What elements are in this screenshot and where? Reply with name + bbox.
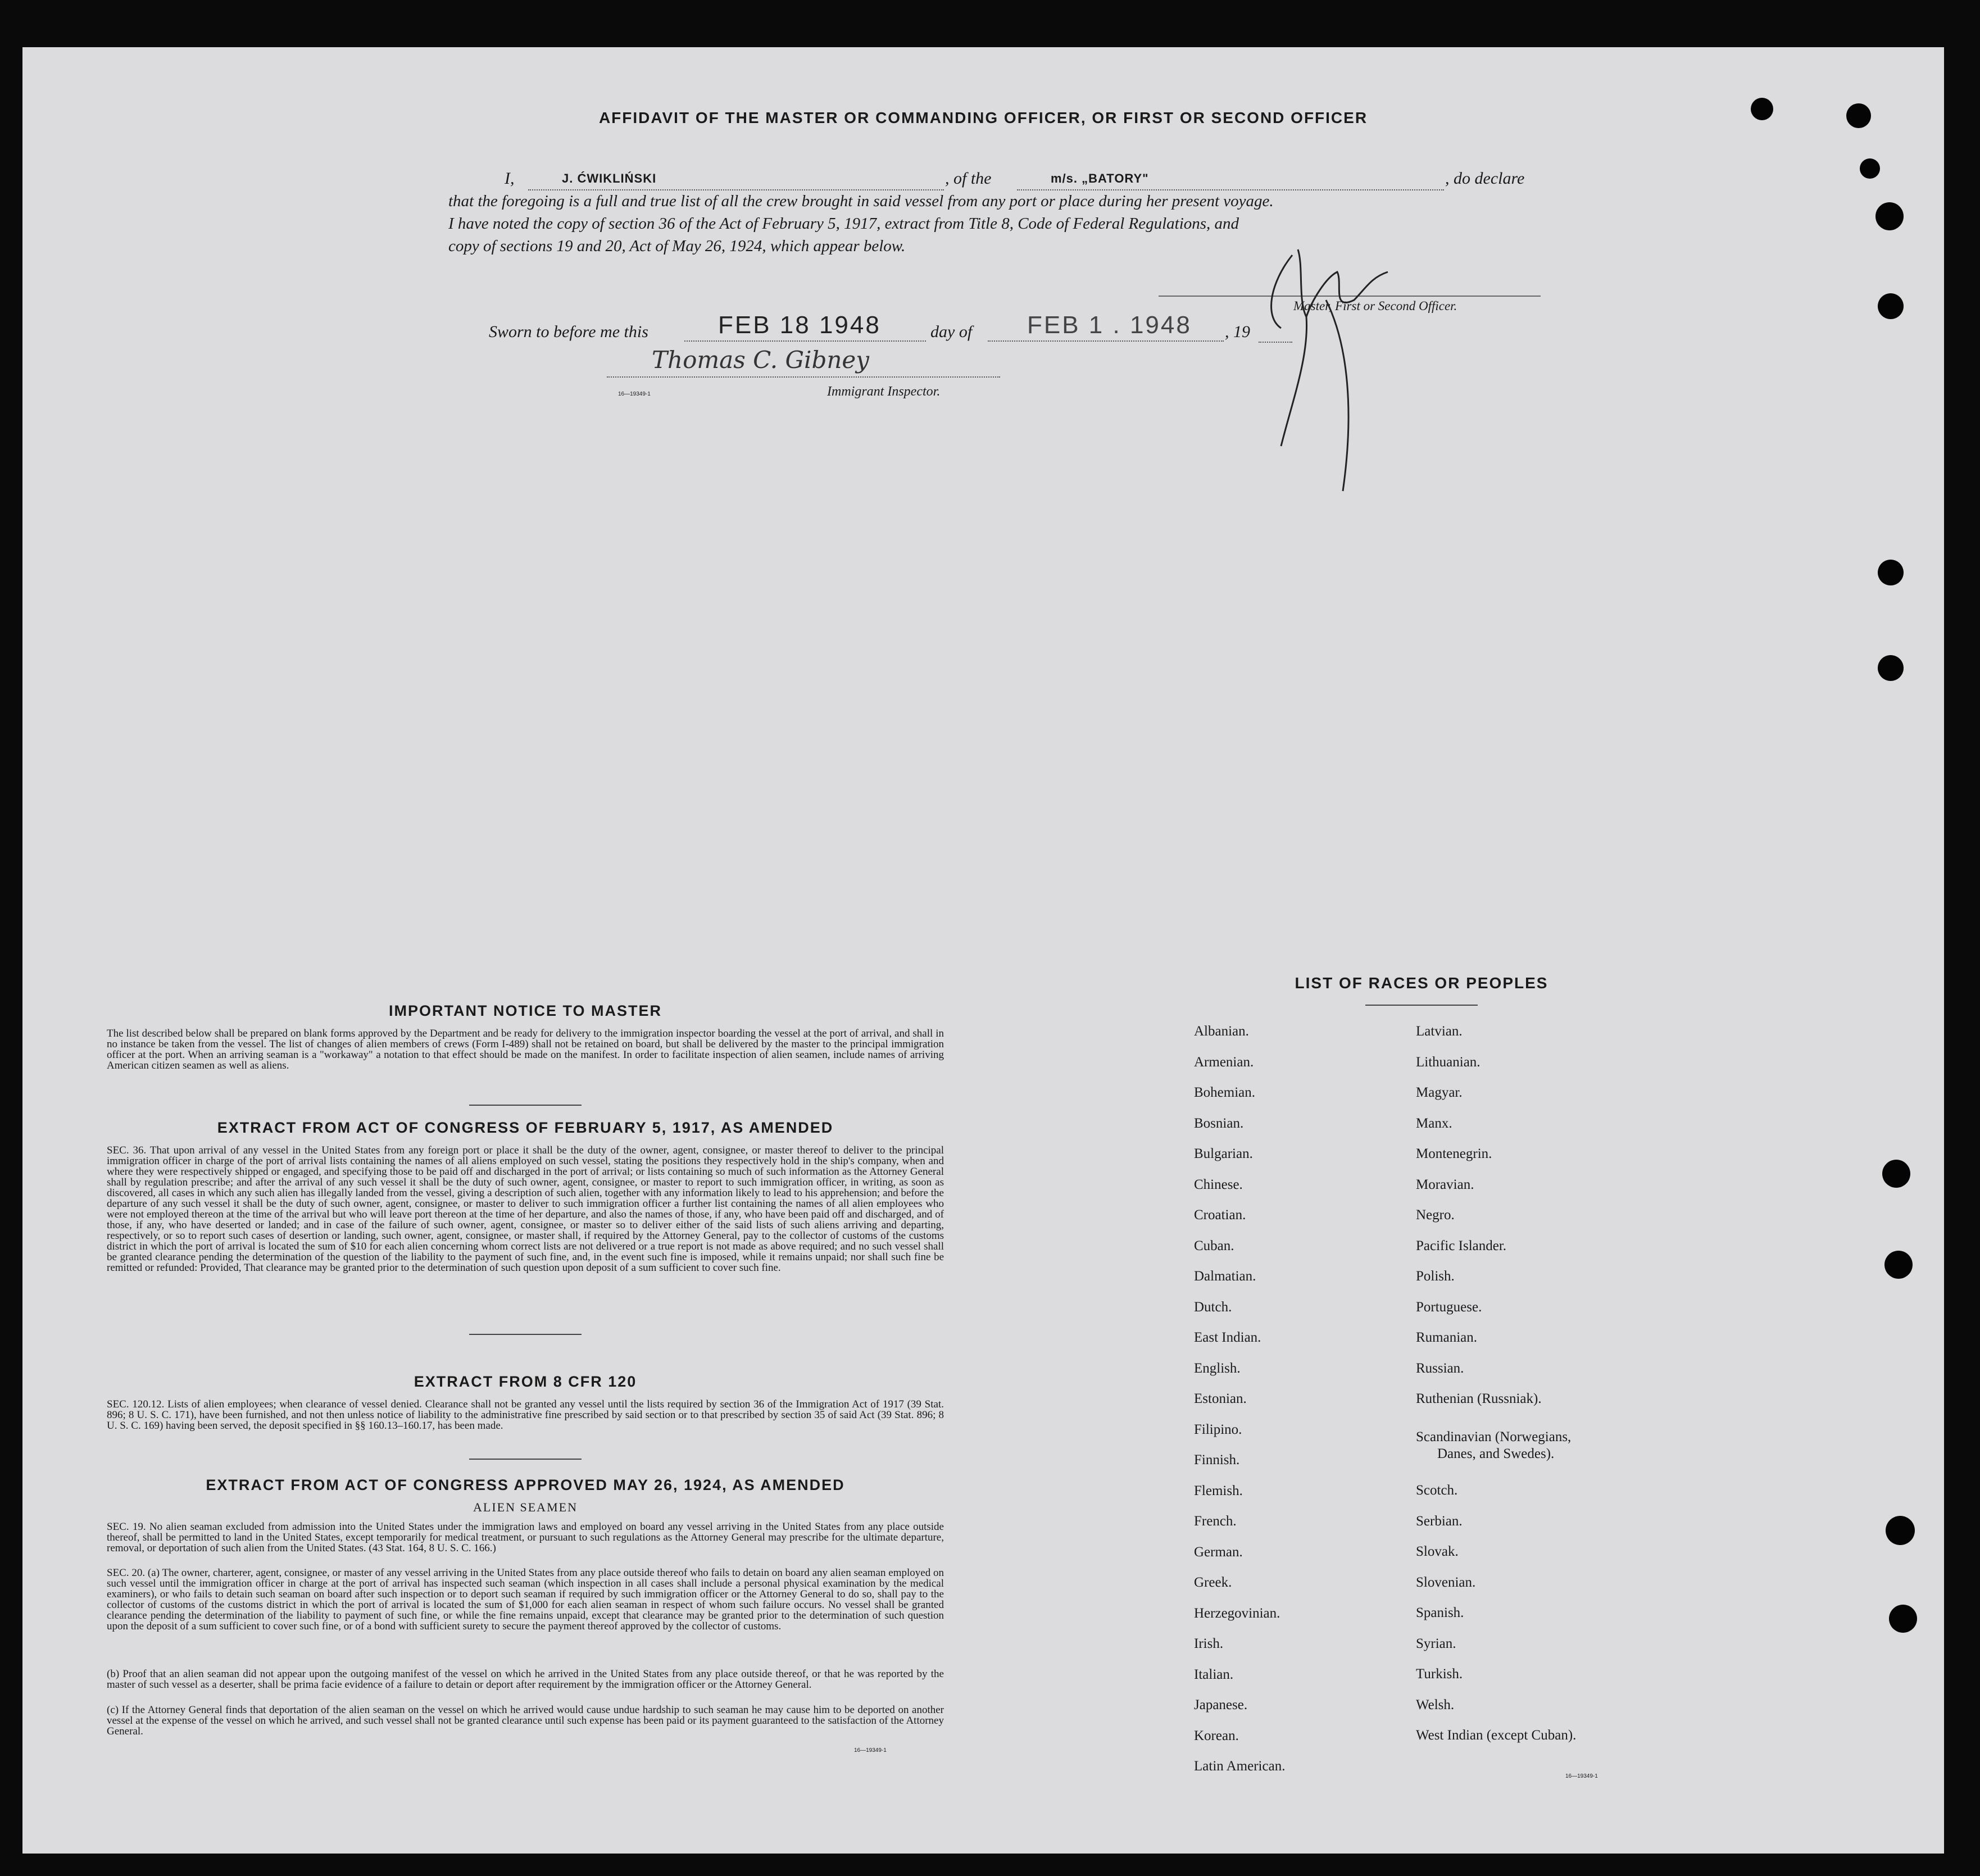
extract-8cfr-text: SEC. 120.12. Lists of alien employees; when clearance of vessel denied. Clearance shall not be granted any vessel until the lists required by section 36 of the Immigration Act of 1917 (39 Stat. 896; 8 U. S. C. 171), have been furnished, and not then unless notice of liability to the administrative fine prescribed by said section or to that prescribed by section 35 of said Act (39 Stat. 896; 8 U. S. C. 169) having been served, the deposit specified in §§ 160.13–160.17, has been made. [107,1398,944,1432]
divider-3 [469,1459,582,1460]
race-item: Russian. [1416,1360,1464,1376]
binder-hole [1889,1605,1917,1633]
sworn-day-line [684,311,926,342]
binder-hole [1886,1516,1915,1545]
race-item: Latin American. [1194,1759,1286,1774]
race-item: Portuguese. [1416,1299,1482,1315]
race-item: Pacific Islander. [1416,1238,1507,1253]
binder-hole [1751,98,1773,120]
race-item: Chinese. [1194,1177,1243,1192]
race-item: Moravian. [1416,1177,1474,1192]
race-item: West Indian (except Cuban). [1416,1728,1577,1743]
race-item: Spanish. [1416,1605,1464,1620]
vessel-line [1017,168,1444,190]
binder-hole [1878,655,1904,681]
race-item: Greek. [1194,1575,1232,1590]
date-stamp: FEB 18 1948 [718,311,881,339]
race-item: Turkish. [1416,1666,1463,1682]
race-item: Scandinavian (Norwegians, [1416,1429,1572,1445]
race-item: Danes, and Swedes). [1437,1446,1555,1461]
sworn-month-line [988,311,1224,342]
race-item: Rumanian. [1416,1330,1478,1345]
race-item: Dutch. [1194,1299,1232,1315]
race-item: Syrian. [1416,1636,1456,1651]
race-item: Ruthenian (Russniak). [1416,1391,1542,1406]
race-item: Herzegovinian. [1194,1605,1280,1621]
day-of-label: day of [930,322,973,341]
binder-hole [1884,1251,1913,1279]
race-item: Cuban. [1194,1238,1234,1253]
binder-hole [1846,103,1871,128]
binder-hole [1860,158,1880,179]
race-item: German. [1194,1544,1243,1560]
race-item: Italian. [1194,1666,1234,1682]
i-label: I, [505,169,515,188]
binder-hole [1882,1160,1910,1188]
declaration-line-4: copy of sections 19 and 20, Act of May 26, 1924, which appear below. [448,237,906,255]
race-item: Japanese. [1194,1697,1248,1713]
year-label: , 19 [1225,322,1250,341]
affidavit-title: AFFIDAVIT OF THE MASTER OR COMMANDING OFFICER, OR FIRST OR SECOND OFFICER [598,109,1368,126]
race-item: Welsh. [1416,1697,1455,1713]
race-item: Negro. [1416,1207,1455,1223]
race-item: Finnish. [1194,1452,1240,1468]
race-item: Flemish. [1194,1483,1243,1498]
extract-1917-title: EXTRACT FROM ACT OF CONGRESS OF FEBRUARY 5, 1917, AS AMENDED [217,1119,834,1136]
divider-2 [469,1334,582,1335]
race-item: Dalmatian. [1194,1269,1256,1284]
document-page [22,47,1944,1854]
inspector-caption: Immigrant Inspector. [827,384,941,399]
do-declare-label: , do declare [1445,169,1525,188]
form-code-top: 16—19349-1 [618,391,651,397]
race-item: Armenian. [1194,1054,1254,1070]
inspector-signature: Thomas C. Gibney [652,346,869,374]
races-title: LIST OF RACES OR PEOPLES [1295,974,1548,992]
race-item: Estonian. [1194,1391,1247,1406]
race-item: Montenegrin. [1416,1146,1492,1161]
sworn-label: Sworn to before me this [489,322,648,341]
race-item: Lithuanian. [1416,1054,1481,1070]
race-item: Serbian. [1416,1513,1463,1529]
race-item: Albanian. [1194,1024,1249,1039]
race-item: English. [1194,1360,1241,1376]
name-line [528,168,944,190]
master-caption: Master, First or Second Officer. [1293,299,1457,313]
notice-text: The list described below shall be prepared on blank forms approved by the Department and be ready for delivery to the immigration inspector boarding the vessel at the port of arrival, and shall in no instance be taken from the vessel. The list of changes of alien members of crews (Form I-489) shall not be retained on board, but shall be delivered by the master to the principal immigration officer at the port. When an arriving seaman is a "workaway" a notation to that effect should be made on the manifest. In order to facilitate inspection of alien seamen, include names of arriving American citizen seamen as well as aliens. [107,1028,944,1071]
binder-hole [1878,560,1904,585]
vessel-name: m/s. „BATORY" [1051,171,1149,185]
master-signature [1259,233,1427,502]
sec20b-text: (b) Proof that an alien seaman did not appear upon the outgoing manifest of the vessel on which he arrived in the United States from any place outside thereof, or that he was reported by the master of such vessel as a deserter, shall be prima facie evidence of a failure to detain or deport after requirement by the immigration officer or the Attorney General. [107,1668,944,1691]
race-item: Magyar. [1416,1085,1463,1100]
binder-hole [1875,202,1904,230]
race-item: Bulgarian. [1194,1146,1253,1161]
form-code-left: 16—19349-1 [854,1747,887,1754]
date-stamp-2: FEB 1 . 1948 [1027,311,1192,339]
year-line [1259,322,1292,343]
race-item: Slovenian. [1416,1574,1476,1590]
race-item: Bosnian. [1194,1115,1244,1131]
sec20c-text: (c) If the Attorney General finds that deportation of the alien seaman on the vessel on which he arrived would cause undue hardship to such seaman he may cause him to be deported on another vessel at the expense of the vessel on which he arrived, and such vessel shall not be granted clearance until such expense has been paid or its payment guaranteed to the satisfaction of the Attorney General. [107,1704,944,1737]
declaration-line-2: that the foregoing is a full and true list of all the crew brought in said vessel from any port or place during her present voyage. [448,192,1274,210]
race-item: Scotch. [1416,1483,1458,1498]
master-name: J. ĆWIKLIŃSKI [562,171,657,185]
race-item: Filipino. [1194,1421,1242,1437]
sec20a-text: SEC. 20. (a) The owner, charterer, agent, consignee, or master of any vessel arriving in the United States from any place outside thereof who fails to detain on board any alien seaman employed on such vessel until the immigration officer in charge at the port of arrival has inspected such seaman (which inspection in all cases shall include a personal physical examination by the medical examiners), or who fails to detain such seaman on board after such inspection or to deport such seaman if required by such immigration officer or the Attorney General to do so, shall pay to the collector of customs of the customs district in which the port of arrival is located the sum of $1,000 for each alien seaman in respect of whom such failure occurs. No vessel shall be granted clearance pending the determination of the liability to payment of such fine, or while the fine remains unpaid, except that clearance may be granted prior to the determination of such question upon the deposit of a sum sufficient to cover such fine, or of a bond with sufficient surety to secure the payment thereof approved by the collector of customs. [107,1567,944,1632]
race-item: French. [1194,1514,1237,1529]
race-item: Irish. [1194,1636,1224,1651]
race-item: Slovak. [1416,1544,1459,1559]
race-item: Manx. [1416,1115,1452,1131]
form-code-right: 16—19349-1 [1565,1773,1598,1779]
divider-1 [469,1105,582,1106]
race-item: East Indian. [1194,1330,1261,1345]
races-divider [1365,1005,1478,1006]
inspector-line [607,376,1000,378]
race-item: Bohemian. [1194,1085,1256,1100]
race-item: Korean. [1194,1728,1239,1743]
extract-8cfr-title: EXTRACT FROM 8 CFR 120 [414,1373,637,1390]
inspector-signature-area [607,345,1000,376]
race-item: Croatian. [1194,1207,1246,1223]
sec19-text: SEC. 19. No alien seaman excluded from admission into the United States under the immigration laws and employed on board any vessel arriving in the United States from any place outside thereof, shall be permitted to land in the United States, except temporarily for medical treatment, or pursuant to such regulations as the Attorney General may prescribe for the ultimate departure, removal, or deportation of such alien from the United States. (43 Stat. 164, 8 U. S. C. 166.) [107,1521,944,1554]
alien-seamen-subtitle: ALIEN SEAMEN [473,1500,578,1514]
of-the-label: , of the [945,169,992,188]
extract-1924-title: EXTRACT FROM ACT OF CONGRESS APPROVED MAY 26, 1924, AS AMENDED [206,1477,845,1493]
race-item: Polish. [1416,1269,1455,1284]
declaration-line-3: I have noted the copy of section 36 of the Act of February 5, 1917, extract from Title 8, Code of Federal Regulations, and [448,215,1239,233]
extract-1917-text: SEC. 36. That upon arrival of any vessel in the United States from any foreign port or place it shall be the duty of the owner, agent, consignee, or master thereof to deliver to the principal immigration officer in charge of the port of arrival lists containing the names of all aliens employed on such vessel, stating the positions they respectively hold in the ship's company, when and where they were respectively shipped or engaged, and specifying those to be paid off and discharged in the port of arrival; or lists containing so much of such information as the Attorney General shall by regulation prescribe; and after the arrival of any such vessel it shall be the duty of such owner, agent, consignee, or master to report to such immigration officer, in writing, as soon as discovered, all cases in which any such alien has illegally landed from the vessel, giving a description of such alien, together with any information likely to lead to his apprehension; and before the departure of any such vessel it shall be the duty of such owner, agent, consignee, or master to deliver to such immigration officer a further list containing the names of all alien employees who were not employed thereon at the time of the arrival but who will leave port thereon at the time of her departure, and also the names of those, if any, who have been paid off and discharged, and of those, if any, who have deserted or landed; and in case of the failure of such owner, agent, consignee, or master so to deliver either of the said lists of such aliens arriving and departing, respectively, or so to report such cases of desertion or landing, such owner, agent, consignee, or master shall, if required by the Attorney General, pay to the collector of customs of the customs district in which the port of arrival is located the sum of $10 for each alien concerning whom correct lists are not delivered or a true report is not made as above required; and no such vessel shall be granted clearance pending the determination of the question of the liability to the payment of such fine, and, in the event such fine is imposed, while it remains unpaid; nor shall such fine be remitted or refunded: Provided, That clearance may be granted prior to the determination of such question upon deposit of a sum sufficient to cover such fine. [107,1144,944,1274]
notice-title: IMPORTANT NOTICE TO MASTER [389,1002,662,1019]
race-item: Latvian. [1416,1024,1463,1039]
binder-hole [1878,293,1904,319]
